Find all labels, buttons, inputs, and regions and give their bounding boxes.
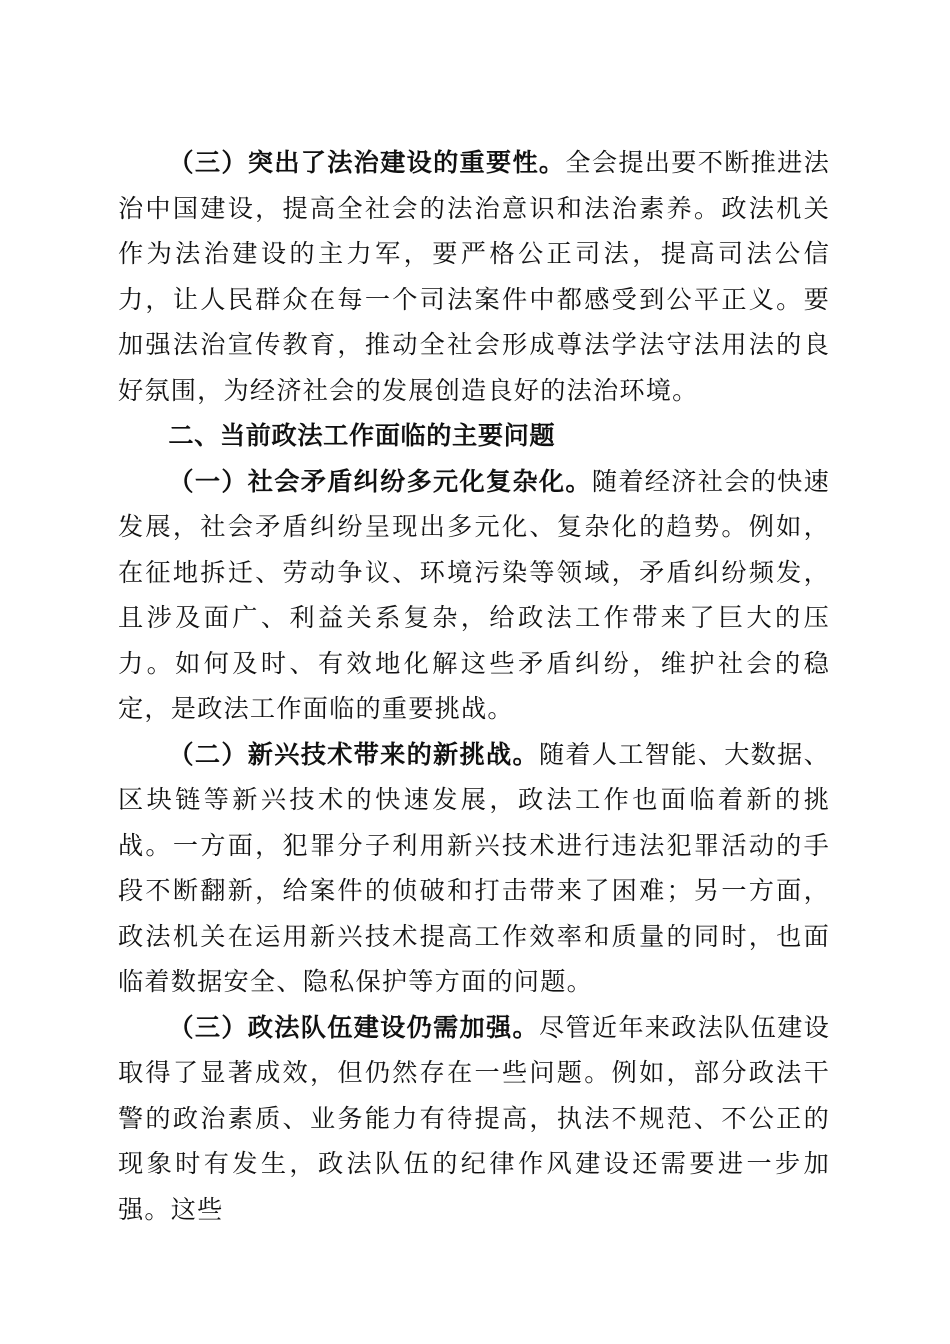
document-body	[118, 140, 830, 1232]
paragraph-text: 随着经济社会的快速发展，社会矛盾纠纷呈现出多元化、复杂化的趋势。例如，在征地拆迁、劳动争议、环境污染等领域，矛盾纠纷频发，且涉及面广、利益关系复杂，给政法工作带来了巨大的压力。如何及时、有效地化解这些矛盾纠纷，维护社会的稳定，是政法工作面临的重要挑战。	[118, 466, 830, 723]
paragraph-social-disputes	[118, 459, 830, 732]
paragraph-emerging-tech	[118, 732, 830, 1005]
paragraph-text: 全会提出要不断推进法治中国建设，提高全社会的法治意识和法治素养。政法机关作为法治建设的主力军，要严格公正司法，提高司法公信力，让人民群众在每一个司法案件中都感受到公平正义。要加强法治宣传教育，推动全社会形成尊法学法守法用法的良好氛围，为经济社会的发展创造良好的法治环境。	[118, 148, 831, 405]
paragraph-text: 随着人工智能、大数据、区块链等新兴技术的快速发展，政法工作也面临着新的挑战。一方面，犯罪分子利用新兴技术进行违法犯罪活动的手段不断翻新，给案件的侦破和打击带来了困难；另一方面，政法机关在运用新兴技术提高工作效率和质量的同时，也面临着数据安全、隐私保护等方面的问题。	[118, 739, 830, 996]
section-heading: 二、当前政法工作面临的主要问题	[168, 421, 556, 450]
paragraph-rule-of-law-importance	[118, 140, 830, 413]
paragraph-lead: （二）新兴技术带来的新挑战。	[168, 738, 539, 769]
paragraph-lead: （一）社会矛盾纠纷多元化复杂化。	[168, 465, 592, 496]
paragraph-team-building	[118, 1005, 830, 1233]
paragraph-lead: （三）政法队伍建设仍需加强。	[168, 1011, 539, 1042]
paragraph-lead: （三）突出了法治建设的重要性。	[168, 147, 566, 177]
paragraph-text: 尽管近年来政法队伍建设取得了显著成效，但仍然存在一些问题。例如，部分政法干警的政治素质、业务能力有待提高，执法不规范、不公正的现象时有发生，政法队伍的纪律作风建设还需要进一步加强。这些	[118, 1012, 830, 1224]
